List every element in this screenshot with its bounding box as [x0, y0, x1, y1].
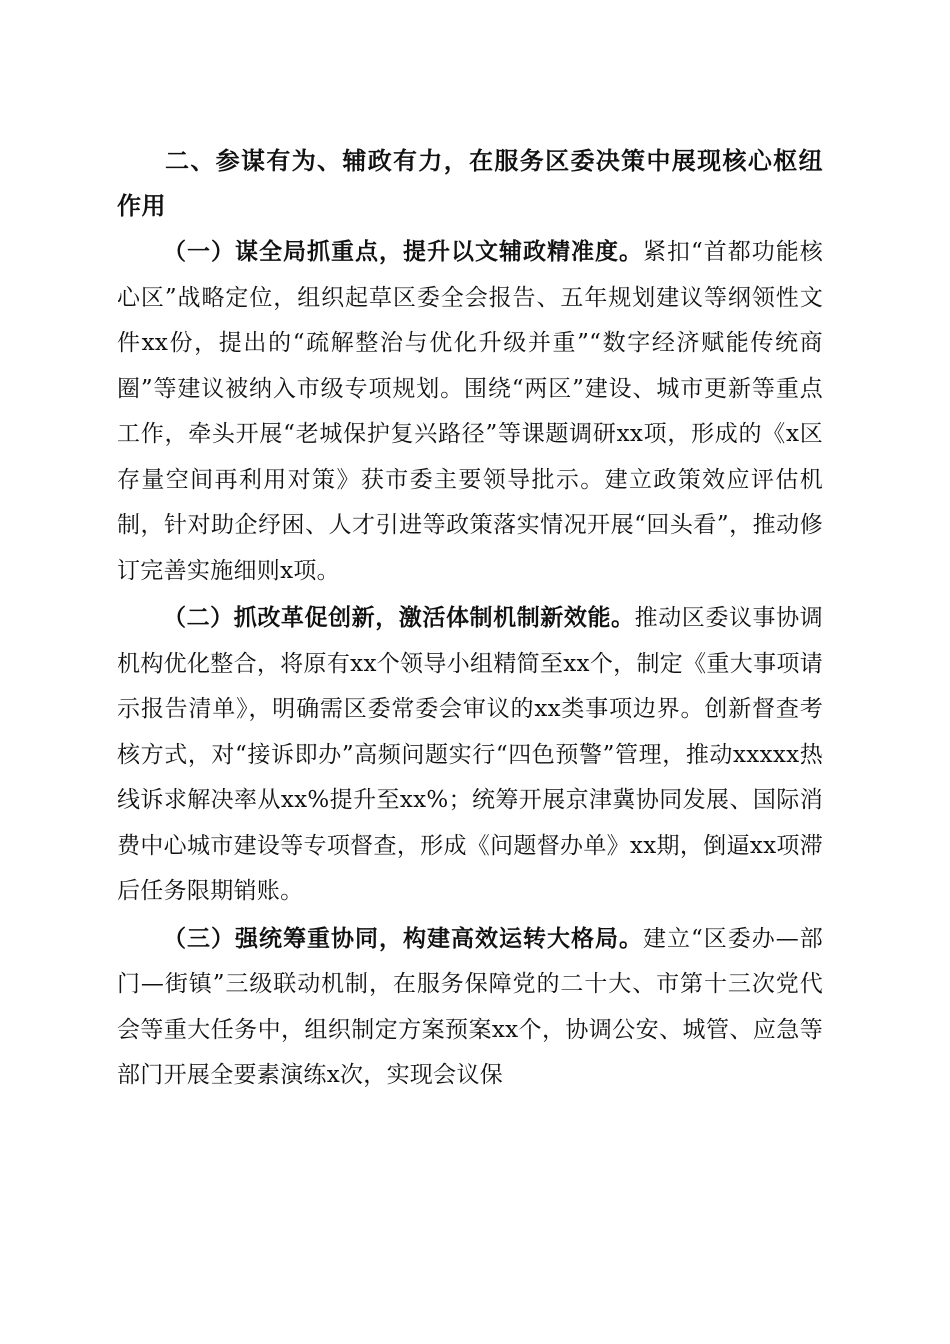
paragraph-3-body: 建立“区委办—部门—街镇”三级联动机制，在服务保障党的二十大、市第十三次党代会等重大任务中，组织制定方案预案xx个，协调公安、城管、应急等部门开展全要素演练x次，实现会议保 — [117, 925, 823, 1088]
paragraph-2-lead: （二）抓改革促创新，激活体制机制新效能。 — [163, 604, 635, 631]
paragraph-1-body: 紧扣“首都功能核心区”战略定位，组织起草区委全会报告、五年规划建议等纲领性文件xx份，提出的“疏解整治与优化升级并重”“数字经济赋能传统商圈”等建议被纳入市级专项规划。围绕“两区”建设、城市更新等重点工作，牵头开展“老城保护复兴路径”等课题调研xx项，形成的《x区存量空间再利用对策》获市委主要领导批示。建立政策效应评估机制，针对助企纾困、人才引进等政策落实情况开展“回头看”，推动修订完善实施细则x项。 — [117, 239, 823, 584]
paragraph-1-lead: （一）谋全局抓重点，提升以文辅政精准度。 — [163, 238, 643, 265]
paragraph-3-lead: （三）强统筹重协同，构建高效运转大格局。 — [163, 924, 643, 952]
paragraph-2-body: 推动区委议事协调机构优化整合，将原有xx个领导小组精简至xx个，制定《重大事项请示报告清单》，明确需区委常委会审议的xx类事项边界。创新督查考核方式，对“接诉即办”高频问题实行“四色预警”管理，推动xxxxx热线诉求解决率从xx%提升至xx%；统筹开展京津冀协同发展、国际消费中心城市建设等专项督查，形成《问题督办单》xx期，倒逼xx项滞后任务限期销账。 — [117, 605, 823, 904]
section-heading: 二、参谋有为、辅政有力，在服务区委决策中展现核心枢纽作用 — [117, 147, 823, 220]
paragraph-1 — [117, 229, 823, 594]
paragraph-3 — [117, 916, 823, 1099]
paragraph-2 — [117, 595, 823, 915]
document-body — [117, 139, 823, 1099]
